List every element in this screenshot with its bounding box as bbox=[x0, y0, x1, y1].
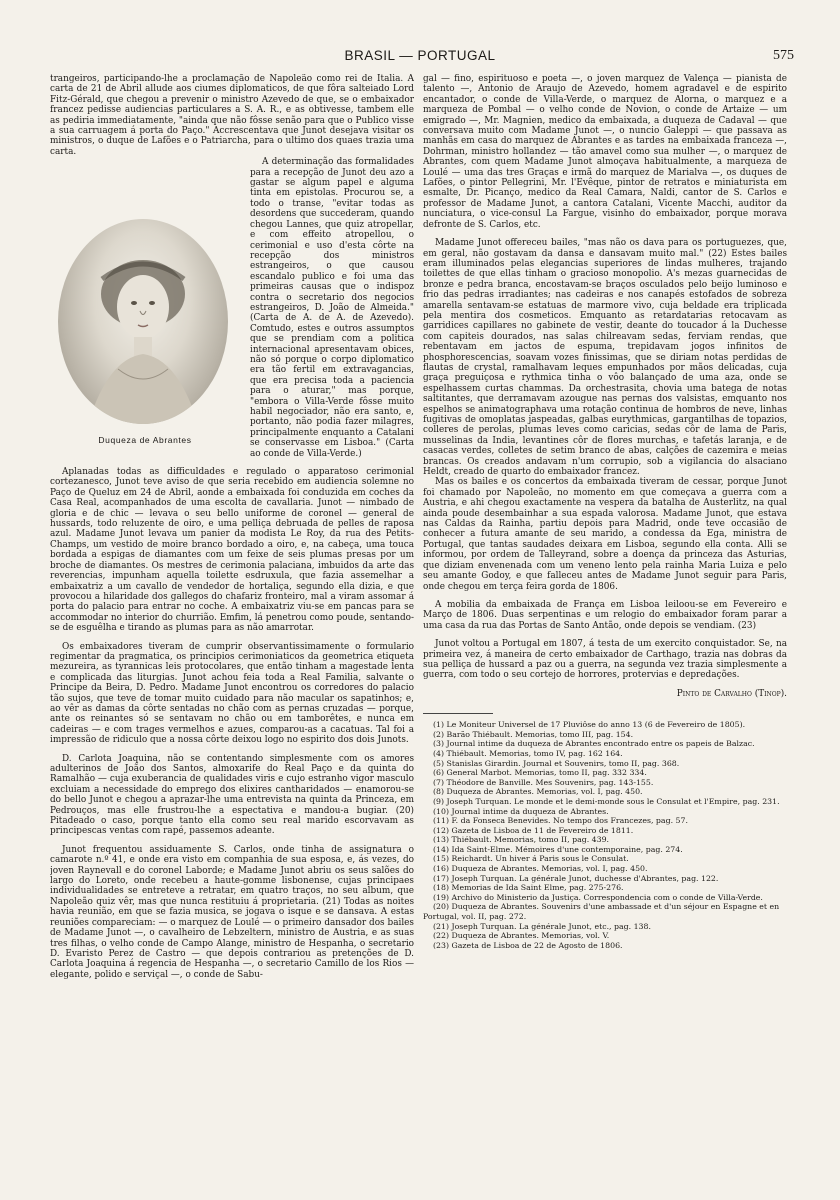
footnote: (21) Joseph Turquan. La générale Junot, etc., pag. 138. bbox=[433, 921, 651, 931]
paragraph: Madame Junot offereceu bailes, "mas não os dava para os portuguezes, que, em geral, não gostavam da dansa e dansavam muito mal." (22) Estes bailes eram illuminados pelas elegancias superiores de lindas mulheres, trajando toilettes de que ellas tinham o gracioso monopolio. A's mezas guarnecidas de bronze e pedra branca, encostavam-se braços osculados pelo beijo luminoso e frio das pedras irradiantes; nas cadeiras e nos canapés estofados de sobreza amarella sentavam-se estatuas de marmore vivo, cuja beldade era triplicada pela mentira dos cosmeticos. Emquanto as retardatarias retocavam as garridices capillares no gabinete de vestir, deante do toucador á la Duchesse com capiteis dourados, nas salas chilreavam sedas, ferviam rendas, que rebentavam em jactos de espuma, trepidavam jogos infinitos de phosphorescencias, soavam vozes finissimas, que se diriam notas perdidas de flautas de crystal, ramalhavam leques empunhados por mãos delicadas, cuja graça preguiçosa e rythmica tinha o vôo balançado de uma aza, onde se espelhassem curtas chammas. Da orchestrasita, chovia uma batega de notas saltitantes, que derramavam azougue nas pernas dos valsistas, emquanto nos espelhos se animatographava uma rotação continua de hombros de neve, linhas fugitivas de omoplatas jaspeadas, galbas eurythmicas, gargantilhas de topazios, colleres de perolas, plumas leves como caricias, sedas côr de lama de Paris, musselinas da India, levantines côr de flores murchas, e tafetás laranja, e de casacas verdes, colletes de setim branco de abas, calções de cazemira e meias brancas. Os creados andavam n'um corrupio, sob a vigilancia do alsaciano Heldt, creado de quarto do embaixador francez. bbox=[423, 238, 787, 478]
footnote: (10) Journal intime da duqueza de Abrantes. bbox=[433, 806, 609, 816]
footnote: (8) Duqueza de Abrantes. Memorias, vol. I, pag. 450. bbox=[433, 787, 643, 797]
running-title: BRASIL — PORTUGAL bbox=[344, 48, 496, 63]
portrait-figure bbox=[50, 207, 240, 457]
portrait-caption: Duqueza de Abrantes bbox=[98, 435, 192, 446]
paragraph: Junot voltou a Portugal em 1807, á testa de um exercito conquistador. Se, na primeira vez, á maneira de certo embaixador de Carthago, trazia nas dobras da sua pelliça de hussard a paz ou a guerra, na segunda vez trazia simplesmente a guerra, com todo o seu cortejo de horrores, protervias e depredações. bbox=[423, 639, 787, 681]
footnote: (14) Ida Saint-Elme. Mémoires d'une contemporaine, pag. 274. bbox=[433, 844, 683, 854]
paragraph: Junot frequentou assiduamente S. Carlos, onde tinha de assignatura o camarote n.º 41, e onde era visto em companhia de sua esposa, e, ás vezes, do joven Raynevall e do coronel Laborde; e Madame Junot abriu os seus salões do largo do Loreto, onde recebeu a haute-gomme lisbonense, cujas principaes individualidades se entreteve a retratar, em quatro traços, no seu album, que Napoleão quiz vêr, mas que nunca restituiu á proprietaria. (21) Todas as noites havia reunião, em que se fazia musica, se jogava o isque e se dansava. A estas reuniões compareciam: — o marquez de Loulé — o primeiro dansador dos bailes de Madame Junot —, o cavalheiro de Lebzeltern, ministro de Austria, e as suas tres filhas, o velho conde de Campo Alange, ministro de Hespanha, o secretario D. Evaristo Perez de Castro — que depois contrariou as pretenções de D. Carlota Joaquina á regencia de Hespanha —, o secretario Camillo de los Rios — elegante, polido e serviçal —, o conde de Sabu- bbox=[50, 844, 414, 980]
footnote: (13) Thiébault. Memorias, tomo II, pag. 439. bbox=[433, 835, 610, 845]
footnote: (18) Memorias de Ida Saint Elme, pag. 275-276. bbox=[433, 883, 624, 893]
author-signature: Pinto de Carvalho (Tinop). bbox=[676, 688, 787, 699]
footnote: (4) Thiébault. Memorias, tomo IV, pag. 162 164. bbox=[433, 748, 623, 758]
footnote: (12) Gazeta de Lisboa de 11 de Fevereiro de 1811. bbox=[433, 825, 634, 835]
footnote: (7) Théodore de Banville. Mes Souvenirs, pag. 143-155. bbox=[433, 777, 654, 787]
portrait-image bbox=[58, 219, 228, 424]
portrait-drawing bbox=[58, 219, 228, 424]
footnote: (2) Barão Thiébault. Memorias, tomo III, pag. 154. bbox=[433, 729, 634, 739]
footnote: (22) Duqueza de Abrantes. Memorias, vol. V. bbox=[433, 931, 610, 941]
right-column bbox=[423, 74, 787, 1164]
footnote: (6) General Marbot. Memorias, tomo II, pag. 332 334. bbox=[433, 768, 647, 778]
paragraph: D. Carlota Joaquina, não se contentando simplesmente com os amores adulterinos de João dos Santos, almoxarife do Real Paço e da quinta do Ramalhão — cuja exuberancia de qualidades viris e cujo estranho vigor masculo excluiam a necessidade do emprego dos elixires cantharidados — enamorou-se do bello Junot e chegou a aprazar-lhe uma entrevista na quinta da Princeza, em Pedrouços, mas elle frustrou-lhe a espectativa e mandou-a bugiar. (20) Pitadeado o caso, porque tanto ella como seu real marido escorvavam as principescas ventas com rapé, passemos adeante. bbox=[50, 753, 414, 837]
footnote: (1) Le Moniteur Universel de 17 Pluviôse do anno 13 (6 de Fevereiro de 1805). bbox=[433, 720, 746, 730]
footnotes bbox=[423, 720, 787, 950]
footnote-divider bbox=[423, 713, 493, 714]
footnote: (3) Journal intime da duqueza de Abrantes encontrado entre os papeis de Balzac. bbox=[433, 739, 755, 749]
footnote: (20) Duqueza de Abrantes. Souvenirs d'une ambassade et d'un séjour en Espagne et en Portugal, vol. II, pag. 272. bbox=[423, 902, 780, 922]
footnote: (17) Joseph Turquan. La générale Junot, duchesse d'Abrantes, pag. 122. bbox=[433, 873, 719, 883]
footnote: (11) F. da Fonseca Benevides. No tempo dos Francezes, pag. 57. bbox=[433, 816, 688, 826]
paragraph: A mobilia da embaixada de França em Lisboa leiloou-se em Fevereiro e Março de 1806. Duas serpentinas e um relogio do embaixador foram parar a uma casa da rua das Portas de Santo Antão, onde depois se vendiam. (23) bbox=[423, 599, 787, 631]
running-head bbox=[0, 48, 840, 68]
paragraph: Os embaixadores tiveram de cumprir observantissimamente o formulario regimentar da pragmatica, os principios cerimoniaticos da geometrica etiqueta mezureira, as tyrannicas leis protocolares, que então tinham a magestade lenta e complicada das liturgias. Junot achou feia toda a Real Familia, salvante o Principe da Beira, D. Pedro. Madame Junot encontrou os corredores do palacio tão sujos, que teve de tomar muito cuidado para não macular os sapatinhos; e, ao vêr as damas da côrte sentadas no chão com as pernas cruzadas — porque, ante os reinantes só se sentavam no chão ou em tamborêtes, e nunca em cadeiras — e com trages vermelhos e azues, comparou-as a cacatuas. Tal foi a impressão de ridiculo que a nossa côrte deixou logo no espirito dos dois Junots. bbox=[50, 641, 414, 746]
paragraph: Mas os bailes e os concertos da embaixada tiveram de cessar, porque Junot foi chamado por Napoleão, no momento em que começava a guerra com a Austria, e ahi chegou exactamente na vespera da batalha de Austerlitz, na qual ainda poude desembainhar a sua espada valorosa. Madame Junot, que estava nas Caldas da Rainha, partiu depois para Madrid, onde teve occasião de conhecer a futura amante de seu marido, a condessa da Ega, ministra de Portugal, que tantas saudades deixara em Lisboa, segundo ella conta. Alli se informou, por ordem de Talleyrand, sobre a doença da princeza das Asturias, que diziam envenenada com um veneno lento pela rainha Maria Luiza e pelo seu amante Godoy, e que falleceu antes de Madame Junot seguir para Paris, onde chegou em terça feira gorda de 1806. bbox=[423, 477, 787, 592]
paragraph: A determinação das formalidades para a recepção de Junot deu azo a gastar se algum papel e alguma tinta em epistolas. Procurou se, a todo o transe, "evitar todas as desordens que succederam, quando chegou Lannes, que quiz atropellar, e com effeito atropellou, o cerimonial e uso d'esta côrte na recepção dos ministros estrangeiros, o que causou escandalo publico e foi uma das primeiras causas que o indispoz contra o secretario dos negocios estrangeiros, D. João de Almeida." (Carta de A. de A. de Azevedo). Comtudo, estes e outros assumptos que se prendiam com a politica internacional apresentavam obices, não só porque o corpo diplomatico era tão fertil em extravagancias, que era precisa toda a paciencia para o aturar," mas porque, "embora o Villa-Verde fôsse muito habil negociador, não era santo, e, portanto, não podia fazer milagres, principalmente enquanto a Catalani se conservasse em Lisboa." (Carta ao conde de Villa-Verde.) bbox=[250, 157, 414, 459]
left-column bbox=[50, 74, 414, 1164]
paragraph: Aplanadas todas as difficuldades e regulado o apparatoso cerimonial cortezanesco, Junot teve aviso de que seria recebido em audiencia solemne no Paço de Queluz em 24 de Abril, aonde a embaixada foi conduzida em coches da Casa Real, acompanhados de uma escolta de cavallaria. Junot — nimbado de gloria e de chic — levava o seu bello uniforme de coronel — general de hussards, todo reluzente de oiro, e uma pelliça debruada de pelles de raposa azul. Madame Junot levava um panier da modista Le Roy, da rua des Petits-Champs, um vestido de moire branco bordado a oiro, e, na cabeça, uma touca bordada a espigas de diamantes com um feixe de seis plumas presas por um broche de diamantes. Os mestres de cerimonia palaciana, imbuidos da arte das reverencias, impunham aquella toilette esdruxula, que fazia assemelhar a embaixatriz a um cavallo de vendedor de hortaliça, segundo ella dizia, e que provocou a hilaridade dos gallegos do chafariz fronteiro, mal a viram assomar á porta do palacio para entrar no coche. A embaixatriz viu-se em pancas para se accommodar no interior do churrião. Emfim, lá penetrou como poude, sentando-se de esguêlha e tirando as plumas para as não amarrotar. bbox=[50, 467, 414, 634]
footnote: (19) Archivo do Ministerio da Justiça. Correspondencia com o conde de Villa-Verde. bbox=[433, 892, 763, 902]
footnote: (23) Gazeta de Lisboa de 22 de Agosto de 1806. bbox=[433, 940, 623, 950]
paragraph: trangeiros, participando-lhe a proclamação de Napoleão como rei de Italia. A carta de 21 de Abril allude aos ciumes diplomaticos, de que fôra salteiado Lord Fitz-Gérald, que chegou a prevenir o ministro Azevedo de que, se o embaixador francez pedisse audiencias particulares a S. A. R., e as obtivesse, tambem elle as pediria immediatamente, "ainda que não fôsse senão para que o Publico visse a sua carruagem á porta do Paço." Accrescentava que Junot desejava visitar os ministros, o duque de Lafões e o Patriarcha, para o ultimo dos quaes trazia uma carta. bbox=[50, 74, 414, 157]
footnote: (16) Duqueza de Abrantes. Memorias, vol. I, pag. 450. bbox=[433, 864, 648, 874]
page-number: 575 bbox=[773, 48, 794, 63]
footnote: (5) Stanislas Girardin. Journal et Souvenirs, tomo II, pag. 368. bbox=[433, 758, 680, 768]
footnote: (9) Joseph Turquan. Le monde et le demi-monde sous le Consulat et l'Empire, pag. 231. bbox=[433, 796, 780, 806]
footnote: (15) Reichardt. Un hiver á Paris sous le Consulat. bbox=[433, 854, 629, 864]
paragraph: gal — fino, espirituoso e poeta —, o joven marquez de Valença — pianista de talento —, Antonio de Araujo de Azevedo, homem agradavel e de espirito encantador, o conde de Villa-Verde, o marquez de Alorna, o marquez e a marqueza de Pombal — o velho conde de Novion, o conde de Artaize — um emigrado —, Mr. Magnien, medico da embaixada, a duqueza de Cadaval — que conversava muito com Madame Junot —, o nuncio Galeppi — que passava as manhãs em casa do marquez de Abrantes e as tardes na embaixada franceza —, Dohrman, ministro hollandez — tão amavel como sua mulher —, o marquez de Abrantes, com quem Madame Junot almoçava habitualmente, a marqueza de Loulé — uma das tres Graças e irmã do marquez de Marialva —, os duques de Lafões, o pintor Pellegrini, Mr. l'Evêque, pintor de retratos e miniaturista em esmalte, Dr. Picanço, medico da Real Camara, Naldi, cantor de S. Carlos e professor de Madame Junot, a cantora Catalani, Vicente Macchi, auditor da nunciatura, o vice-consul La Fargue, visinho do embaixador, porque morava defronte de S. Carlos, etc. bbox=[423, 74, 787, 230]
